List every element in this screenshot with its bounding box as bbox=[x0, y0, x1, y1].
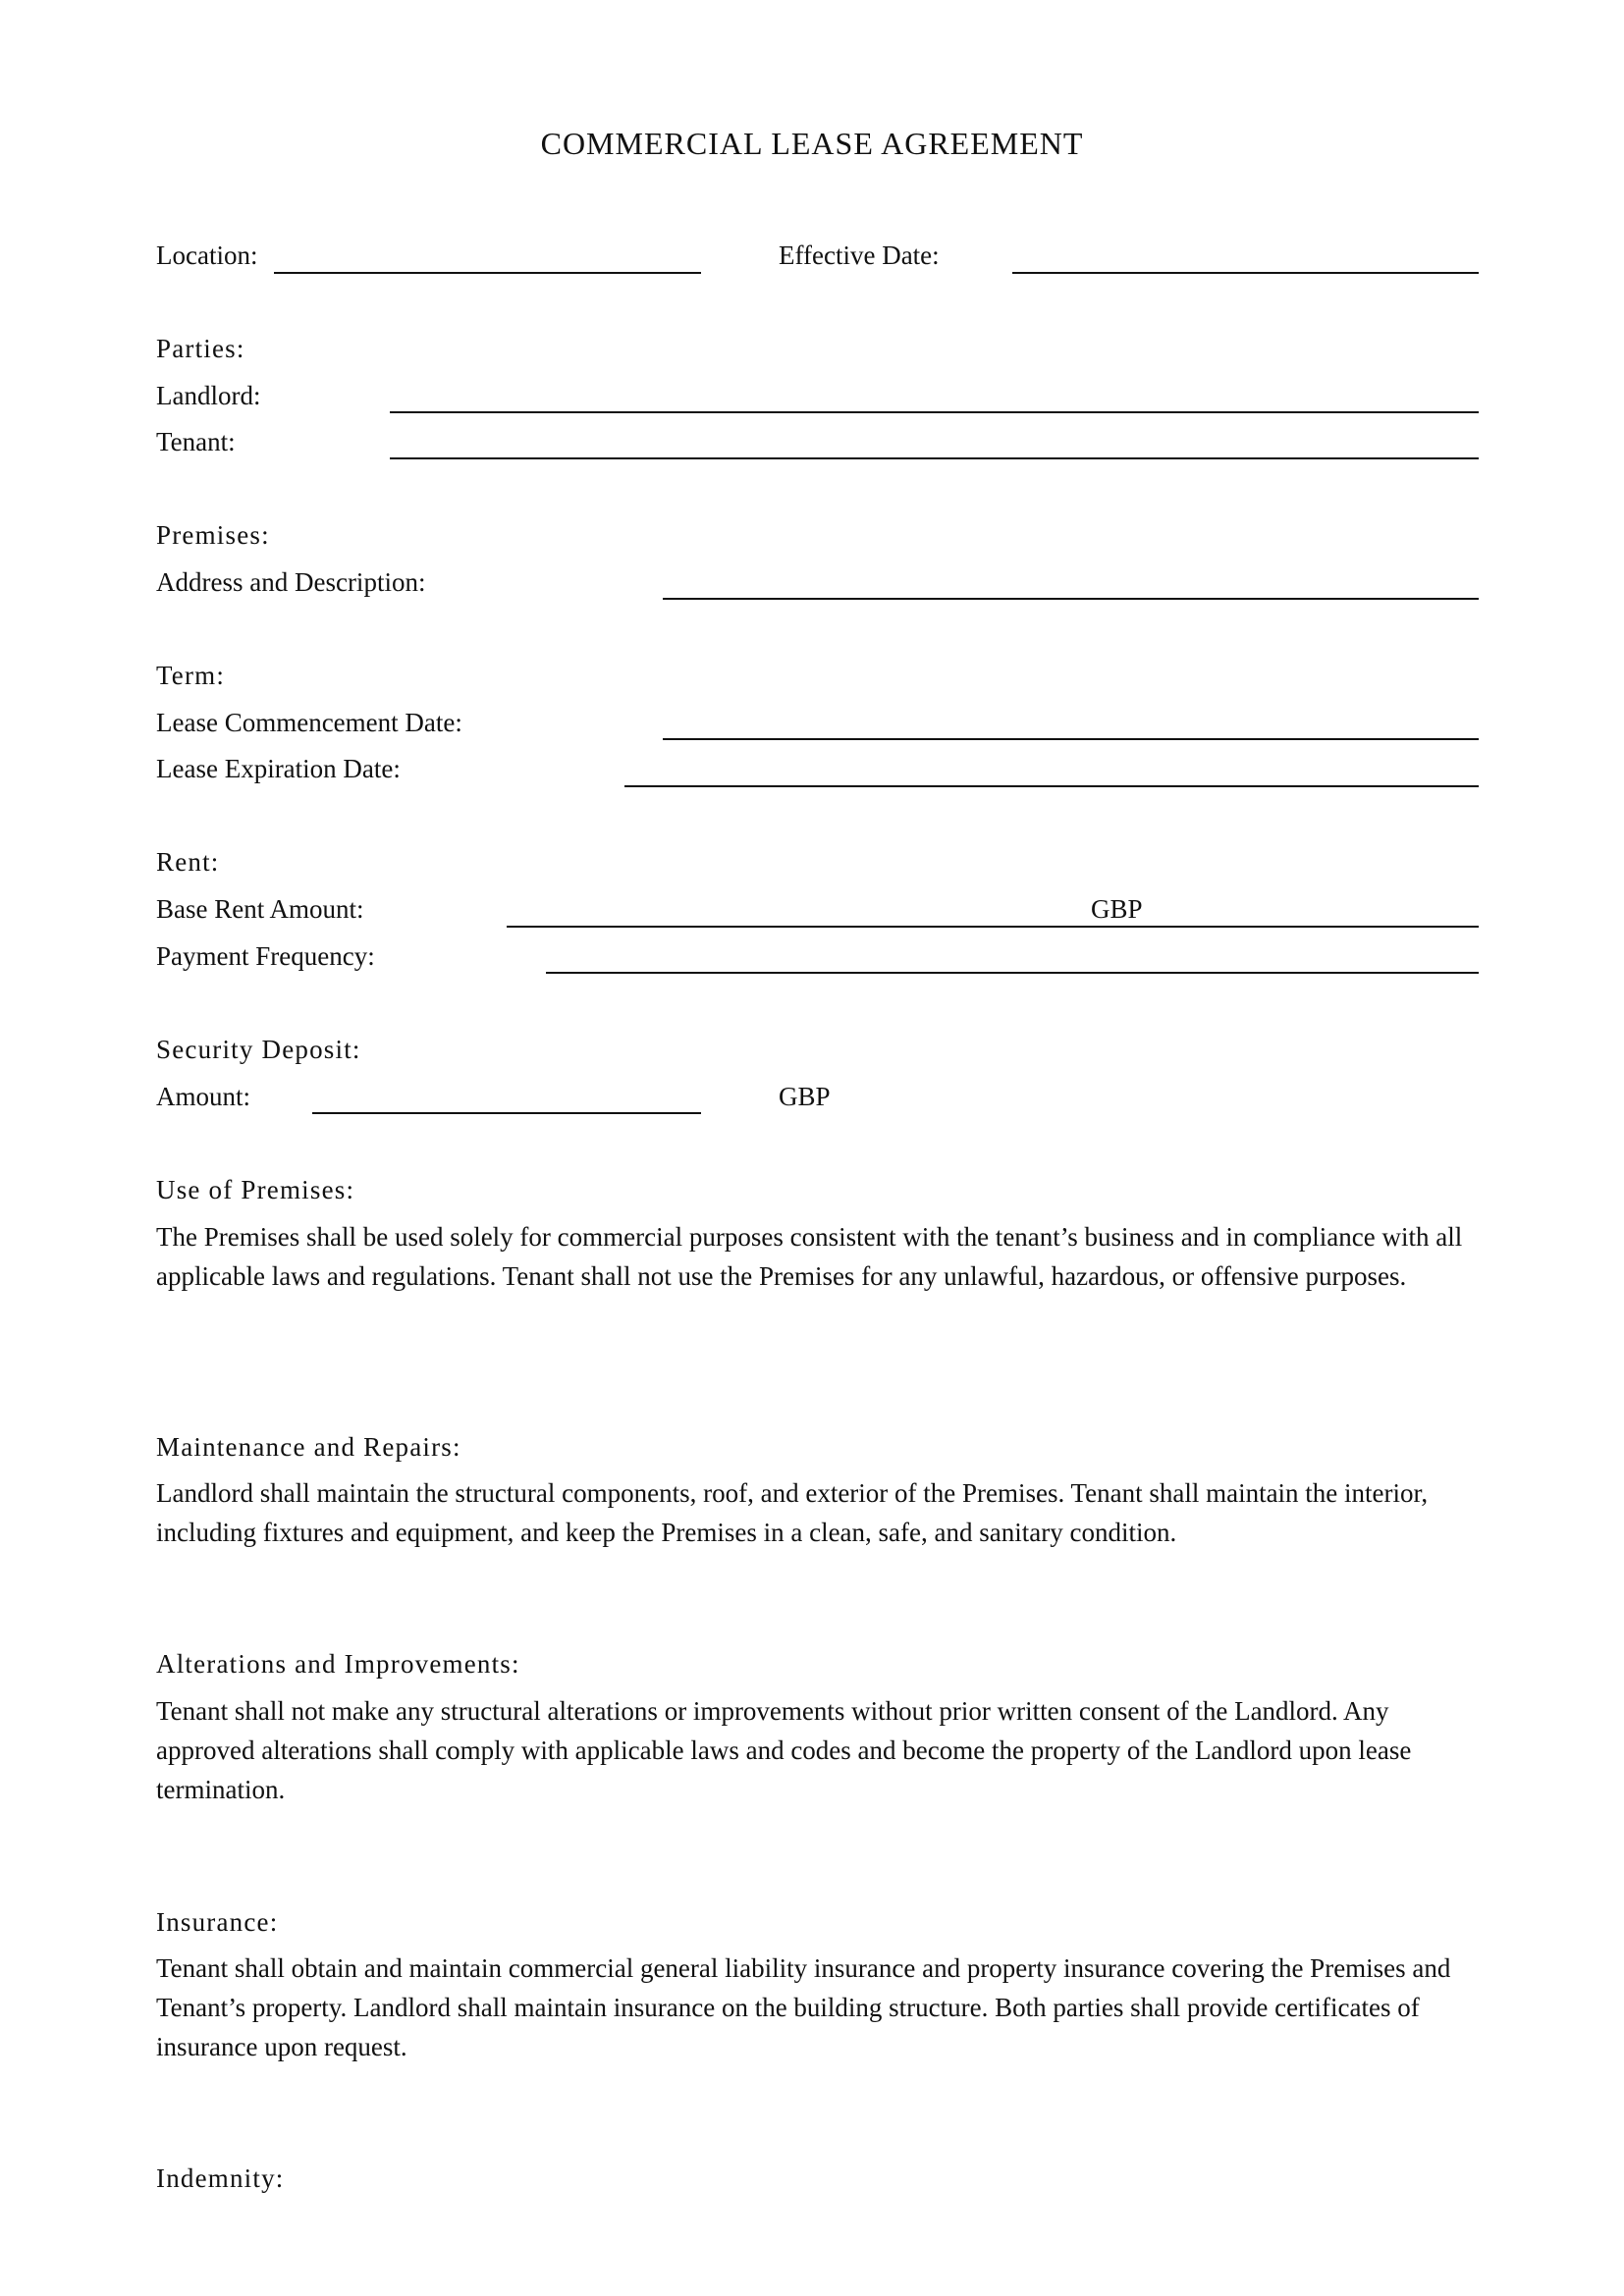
base-rent-field[interactable] bbox=[507, 926, 1479, 928]
security-deposit-heading: Security Deposit: bbox=[156, 1035, 361, 1064]
landlord-field[interactable] bbox=[390, 411, 1479, 413]
landlord-label: Landlord: bbox=[156, 381, 261, 410]
effective-date-label: Effective Date: bbox=[779, 240, 940, 270]
address-field[interactable] bbox=[663, 598, 1479, 600]
term-heading: Term: bbox=[156, 661, 226, 690]
location-field[interactable] bbox=[274, 272, 701, 274]
parties-heading: Parties: bbox=[156, 334, 245, 363]
section-heading: Use of Premises: bbox=[156, 1175, 355, 1204]
section-body: Landlord shall maintain the structural components, roof, and exterior of the Premises. Tenant shall maintain the interior, including fixtures and equipment, and keep the Premises in a clean, safe, and sanitary condition. bbox=[156, 1478, 1429, 1547]
section-heading: Alterations and Improvements: bbox=[156, 1649, 520, 1679]
deposit-amount-field[interactable] bbox=[312, 1112, 701, 1114]
document-title: COMMERCIAL LEASE AGREEMENT bbox=[540, 126, 1084, 161]
deposit-amount-label: Amount: bbox=[156, 1082, 251, 1111]
premises-heading: Premises: bbox=[156, 520, 270, 550]
expiration-field[interactable] bbox=[624, 785, 1479, 787]
tenant-field[interactable] bbox=[390, 457, 1479, 459]
frequency-field[interactable] bbox=[546, 972, 1479, 974]
rent-heading: Rent: bbox=[156, 847, 220, 877]
effective-date-field[interactable] bbox=[1012, 272, 1479, 274]
address-label: Address and Description: bbox=[156, 567, 426, 597]
section-body: Tenant shall obtain and maintain commercial general liability insurance and property insurance covering the Premises and Tenant’s property. Landlord shall maintain insurance on the building structure. Both parties shall provide certificates of insurance upon request. bbox=[156, 1953, 1451, 2061]
section-body: Tenant shall not make any structural alterations or improvements without prior written consent of the Landlord. Any approved alterations shall comply with applicable laws and codes and become the property of the Landlord upon lease termination. bbox=[156, 1696, 1412, 1804]
location-label: Location: bbox=[156, 240, 258, 270]
frequency-label: Payment Frequency: bbox=[156, 941, 375, 971]
expiration-label: Lease Expiration Date: bbox=[156, 754, 401, 783]
base-rent-label: Base Rent Amount: bbox=[156, 894, 364, 924]
section-heading: Indemnity: bbox=[156, 2163, 285, 2193]
commencement-field[interactable] bbox=[663, 738, 1479, 740]
section-heading: Maintenance and Repairs: bbox=[156, 1432, 461, 1462]
commencement-label: Lease Commencement Date: bbox=[156, 708, 462, 737]
tenant-label: Tenant: bbox=[156, 427, 236, 456]
base-rent-currency: GBP bbox=[1091, 894, 1143, 924]
section-body: The Premises shall be used solely for commercial purposes consistent with the tenant’s business and in compliance with all applicable laws and regulations. Tenant shall not use the Premises for any unlawful, hazardous, or offensive purposes. bbox=[156, 1222, 1463, 1291]
section-heading: Insurance: bbox=[156, 1907, 279, 1937]
deposit-currency: GBP bbox=[779, 1082, 831, 1111]
